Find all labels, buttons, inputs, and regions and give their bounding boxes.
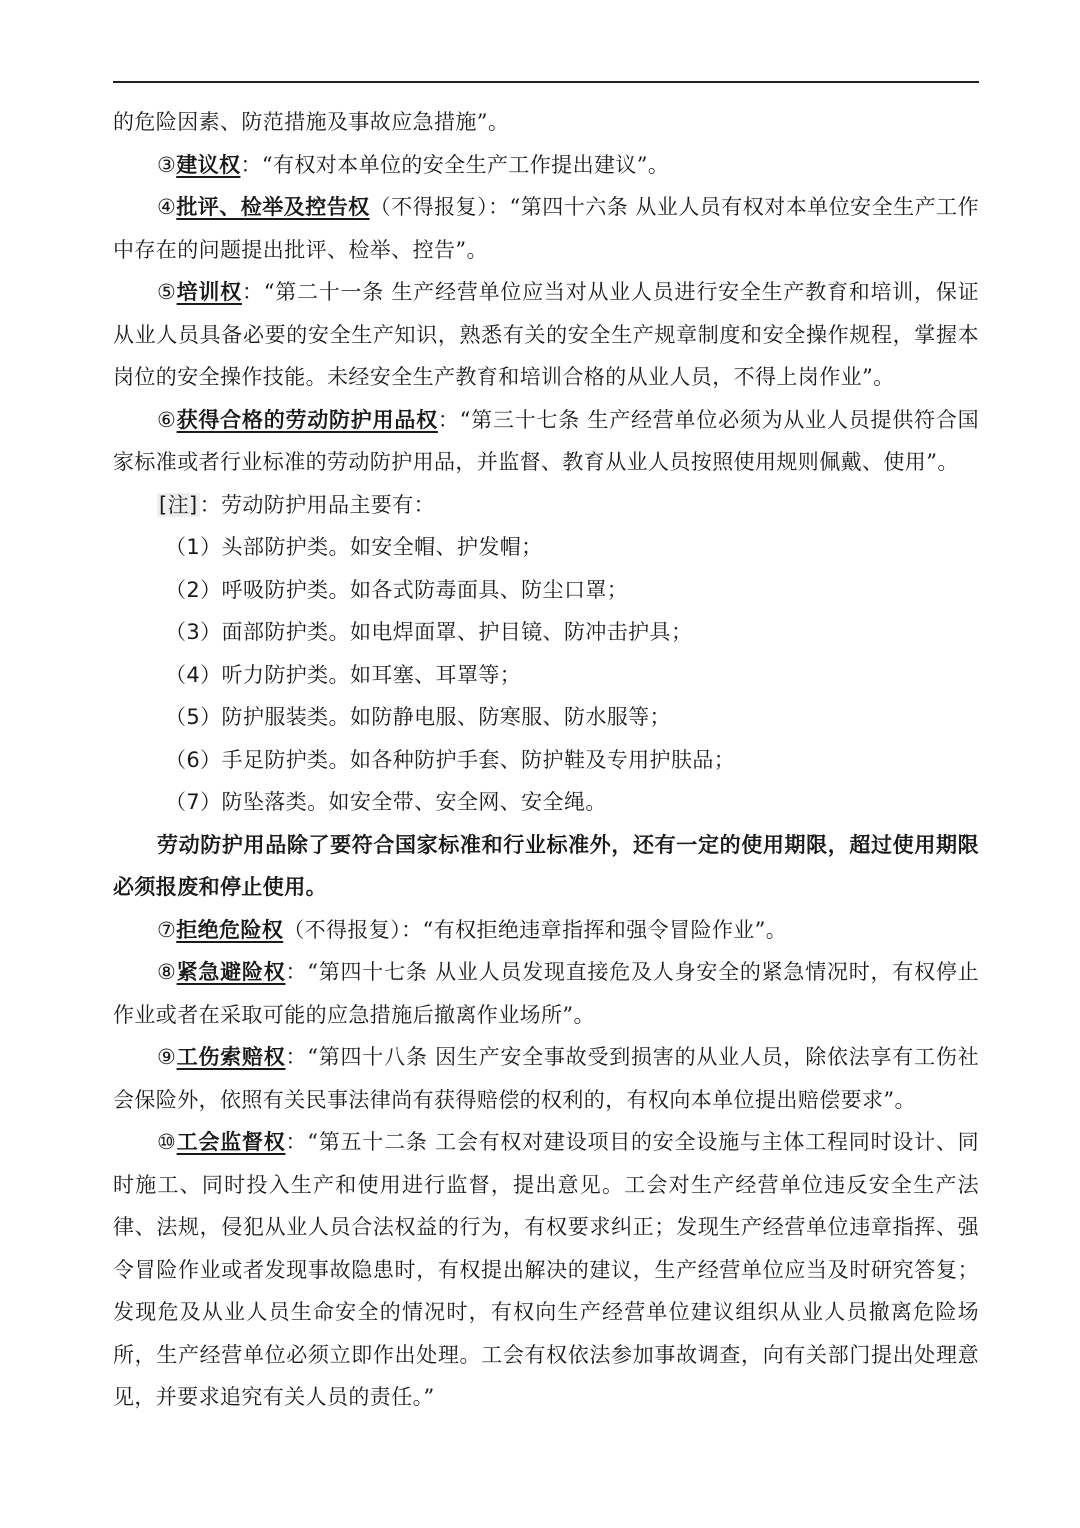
list-item: （4）听力防护类。如耳塞、耳罩等； bbox=[165, 662, 522, 687]
right-text: ：“第四十八条 因生产安全事故受到损害的从业人员，除依法享有工伤社会保险外，依照有关民事法律尚有获得赔偿的权利的，有权向本单位提出赔偿要求”。 bbox=[113, 1045, 980, 1112]
right-text: ：“第四十六条 从业人员有权对本单位安全生产工作中存在的问题提出批评、检举、控告”。 bbox=[113, 195, 979, 262]
right-term: 获得合格的劳动防护用品权 bbox=[176, 406, 438, 432]
right-term: 工会监督权 bbox=[176, 1129, 286, 1154]
right-3-paragraph bbox=[113, 144, 979, 187]
right-term: 紧急避险权 bbox=[176, 959, 286, 984]
right-term: 批评、检举及控告权 bbox=[176, 194, 370, 219]
document-body bbox=[113, 101, 979, 1419]
right-suffix: （不得报复） bbox=[283, 917, 402, 942]
right-number: ③ bbox=[157, 152, 177, 177]
note-heading bbox=[113, 484, 979, 527]
right-term: 培训权 bbox=[176, 279, 242, 304]
right-term: 建议权 bbox=[176, 151, 241, 177]
right-9-paragraph bbox=[113, 1036, 979, 1121]
list-item: （1）头部防护类。如安全帽、护发帽； bbox=[165, 535, 543, 559]
list-item: （7）防坠落类。如安全带、安全网、安全绳。 bbox=[165, 790, 607, 814]
right-number: ⑧ bbox=[157, 960, 177, 984]
right-number: ⑨ bbox=[157, 1045, 177, 1069]
list-item: （6）手足防护类。如各种防护手套、防护鞋及专用护肤品； bbox=[165, 747, 736, 772]
right-7-paragraph bbox=[113, 909, 979, 952]
note-text: ：劳动防护用品主要有： bbox=[199, 492, 435, 517]
right-number: ⑩ bbox=[157, 1130, 177, 1154]
intro-tail-paragraph: 的危险因素、防范措施及事故应急措施”。 bbox=[113, 110, 510, 134]
right-8-paragraph bbox=[113, 951, 979, 1036]
right-text: ：“第四十七条 从业人员发现直接危及人身安全的紧急情况时，有权停止作业或者在采取可能的应急措施后撤离作业场所”。 bbox=[113, 960, 980, 1027]
right-text: ：“有权拒绝违章指挥和强令冒险作业”。 bbox=[401, 917, 788, 942]
right-number: ⑥ bbox=[157, 407, 177, 432]
right-text: ：“第二十一条 生产经营单位应当对从业人员进行安全生产教育和培训，保证从业人员具备必要的安全生产知识，熟悉有关的安全生产规章制度和安全操作规程，掌握本岗位的安全操作技能。未经安全生产教育和培训合格的从业人员，不得上岗作业”。 bbox=[113, 280, 979, 389]
right-text: ：“第三十七条 生产经营单位必须为从业人员提供符合国家标准或者行业标准的劳动防护用品，并监督、教育从业人员按照使用规则佩戴、使用”。 bbox=[113, 407, 979, 474]
right-term: 拒绝危险权 bbox=[176, 916, 284, 942]
right-term: 工伤索赔权 bbox=[176, 1044, 286, 1069]
list-item: （2）呼吸防护类。如各式防毒面具、防尘口罩； bbox=[165, 577, 629, 602]
right-suffix: （不得报复） bbox=[369, 195, 489, 219]
right-text: ：“有权对本单位的安全生产工作提出建议”。 bbox=[240, 152, 670, 177]
right-number: ⑦ bbox=[157, 917, 177, 942]
right-6-paragraph bbox=[113, 399, 979, 484]
right-text: ：“第五十二条 工会有权对建设项目的安全设施与主体工程同时设计、同时施工、同时投入生产和使用进行监督，提出意见。工会对生产经营单位违反安全生产法律、法规，侵犯从业人员合法权益的行为，有权要求纠正；发现生产经营单位违章指挥、强令冒险作业或者发现事故隐患时，有权提出解决的建议，生产经营单位应当及时研究答复；发现危及从业人员生命安全的情况时，有权向生产经营单位建议组织从业人员撤离危险场所，生产经营单位必须立即作出处理。工会有权依法参加事故调查，向有关部门提出处理意见，并要求追究有关人员的责任。” bbox=[113, 1130, 980, 1409]
header-rule bbox=[113, 81, 979, 83]
right-number: ④ bbox=[157, 195, 177, 219]
note-summary-paragraph: 劳动防护用品除了要符合国家标准和行业标准外，还有一定的使用期限，超过使用期限必须报废和停止使用。 bbox=[113, 832, 979, 899]
right-5-paragraph bbox=[113, 271, 979, 399]
right-number: ⑤ bbox=[157, 280, 177, 304]
note-mark: [注] bbox=[159, 492, 198, 517]
right-10-paragraph bbox=[113, 1121, 979, 1419]
right-4-paragraph bbox=[113, 186, 979, 271]
list-item: （3）面部防护类。如电焊面罩、护目镜、防冲击护具； bbox=[165, 620, 693, 644]
list-item: （5）防护服装类。如防静电服、防寒服、防水服等； bbox=[165, 705, 671, 729]
